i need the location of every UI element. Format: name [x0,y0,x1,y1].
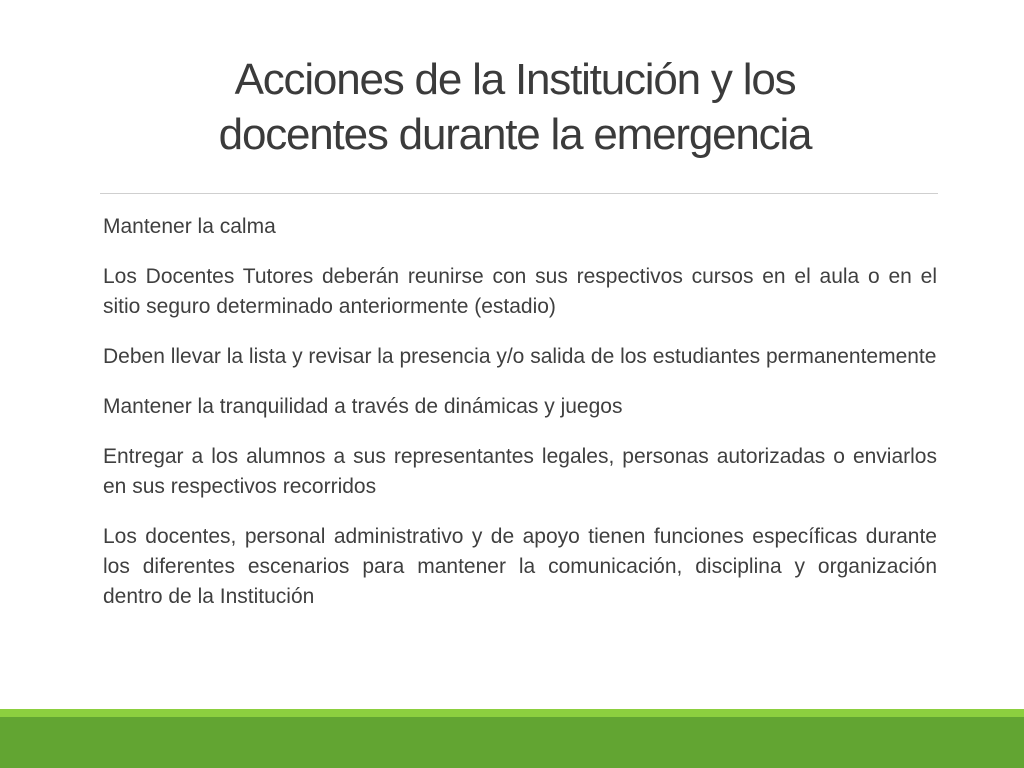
title-divider [100,193,938,194]
footer-bar [0,717,1024,768]
title-line-1: Acciones de la Institución y los [234,55,796,104]
paragraph: Los Docentes Tutores deberán reunirse con sus respectivos cursos en el aula o en el sitio seguro determinado anteriormente (estadio) [103,265,937,318]
paragraph: Deben llevar la lista y revisar la presencia y/o salida de los estudiantes permanentemente [103,345,937,368]
paragraph: Los docentes, personal administrativo y de apoyo tienen funciones específicas durante los diferentes escenarios para mantener la comunicación, disciplina y organización dentro de la Institución [103,525,937,608]
slide-title [100,52,930,162]
paragraph: Mantener la tranquilidad a través de dinámicas y juegos [103,395,623,418]
paragraph: Entregar a los alumnos a sus representantes legales, personas autorizadas o enviarlos en sus respectivos recorridos [103,445,937,498]
paragraph: Mantener la calma [103,215,276,238]
title-line-2: docentes durante la emergencia [218,110,812,159]
footer-accent-stripe [0,709,1024,717]
slide-body [103,212,937,632]
